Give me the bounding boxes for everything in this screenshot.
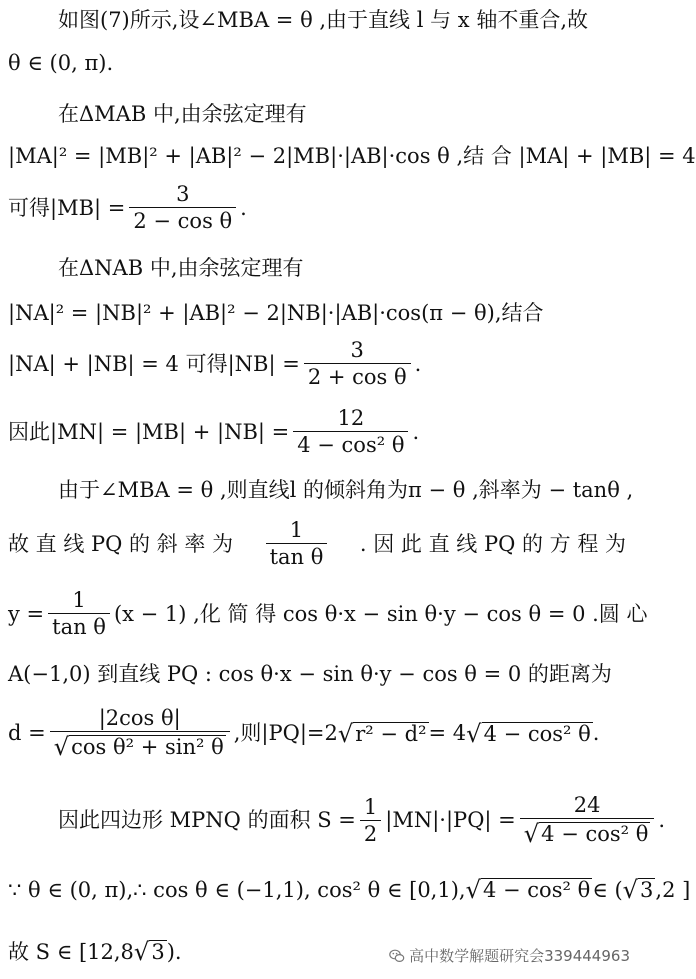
fraction-area: 24 √ 4 − cos² θ <box>520 795 655 846</box>
fraction-distance: |2cos θ| √ cos θ² + sin² θ <box>50 708 230 759</box>
text-line-14: d = |2cos θ| √ cos θ² + sin² θ ,则|PQ|=2 √ r² − d² = 4 √ 4 − cos² θ . <box>8 706 600 761</box>
text-line-17: 故 S ∈ [12,8 √ 3 ). <box>8 938 182 966</box>
fraction-mn: $\frac{12}{\text{4 − cos² θ}}$ <box>293 408 408 456</box>
text-line-8: |NA| + |NB| = 4 可得|NB| = $\frac{3}{\text{2 + cos θ}}$ . <box>8 338 422 389</box>
text-line-11: 故 直 线 PQ 的 斜 率 为 $\frac{1}{\text{tan θ}}$ . 因 此 直 线 PQ 的 方 程 为 <box>8 518 626 569</box>
sqrt-denominator: √ cos θ² + sin² θ <box>53 733 224 761</box>
text-line-7: |NA|² = |NB|² + |AB|² − 2|NB|·|AB|·cos(π − θ),结合 <box>8 301 544 325</box>
sqrt-range: √ 4 − cos² θ <box>465 876 591 904</box>
sqrt-r-d: √ r² − d² <box>337 719 427 748</box>
sqrt-area-denominator: √ 4 − cos² θ <box>523 820 649 848</box>
watermark: 高中数学解题研究会339444963 <box>389 945 630 966</box>
text-line-4: |MA|² = |MB|² + |AB|² − 2|MB|·|AB|·cos θ ,结 合 |MA| + |MB| = 4 <box>8 144 696 168</box>
text-line-5: 可得|MB| = $\frac{3}{\text{2 − cos θ}}$ . <box>8 182 247 233</box>
sqrt-3: √ 3 <box>622 876 654 904</box>
fraction-half: $\frac{1}{2}$ <box>360 797 381 845</box>
text-line-16: ∵ θ ∈ (0, π),∴ cos θ ∈ (−1,1), cos² θ ∈ [0,1), √ 4 − cos² θ ∈ ( √ 3 ,2 ] <box>8 876 691 904</box>
text-line-13: A(−1,0) 到直线 PQ : cos θ·x − sin θ·y − cos θ = 0 的距离为 <box>8 662 612 686</box>
sqrt-3-result: √ 3 <box>133 938 165 966</box>
text-line-2: θ ∈ (0, π). <box>8 51 114 75</box>
text-line-1: 如图(7)所示,设∠MBA = θ ,由于直线 l 与 x 轴不重合,故 <box>58 8 588 32</box>
fraction-nb: $\frac{3}{\text{2 + cos θ}}$ <box>304 340 411 388</box>
fraction-slope-pq: $\frac{1}{\text{tan θ}}$ <box>266 520 328 568</box>
text-line-15: 因此四边形 MPNQ 的面积 S = $\frac{1}{2}$ |MN|·|PQ| = 24 √ 4 − cos² θ . <box>58 793 666 848</box>
fraction-line-eq: $\frac{1}{\text{tan θ}}$ <box>48 590 110 638</box>
text-line-12: y = $\frac{1}{\text{tan θ}}$ (x − 1) ,化 简 得 cos θ·x − sin θ·y − cos θ = 0 .圆 心 <box>8 588 648 639</box>
wechat-icon <box>389 948 405 964</box>
text-line-6: 在ΔNAB 中,由余弦定理有 <box>58 256 304 280</box>
text-line-10: 由于∠MBA = θ ,则直线l 的倾斜角为π − θ ,斜率为 − tanθ , <box>58 478 634 502</box>
sqrt-4-cos: √ 4 − cos² θ <box>466 719 591 748</box>
text-line-3: 在ΔMAB 中,由余弦定理有 <box>58 102 307 126</box>
fraction-mb: $\frac{3}{\text{2 − cos θ}}$ <box>129 184 236 232</box>
text-line-9: 因此|MN| = |MB| + |NB| = $\frac{12}{\text{4 − cos² θ}}$ . <box>8 406 420 457</box>
